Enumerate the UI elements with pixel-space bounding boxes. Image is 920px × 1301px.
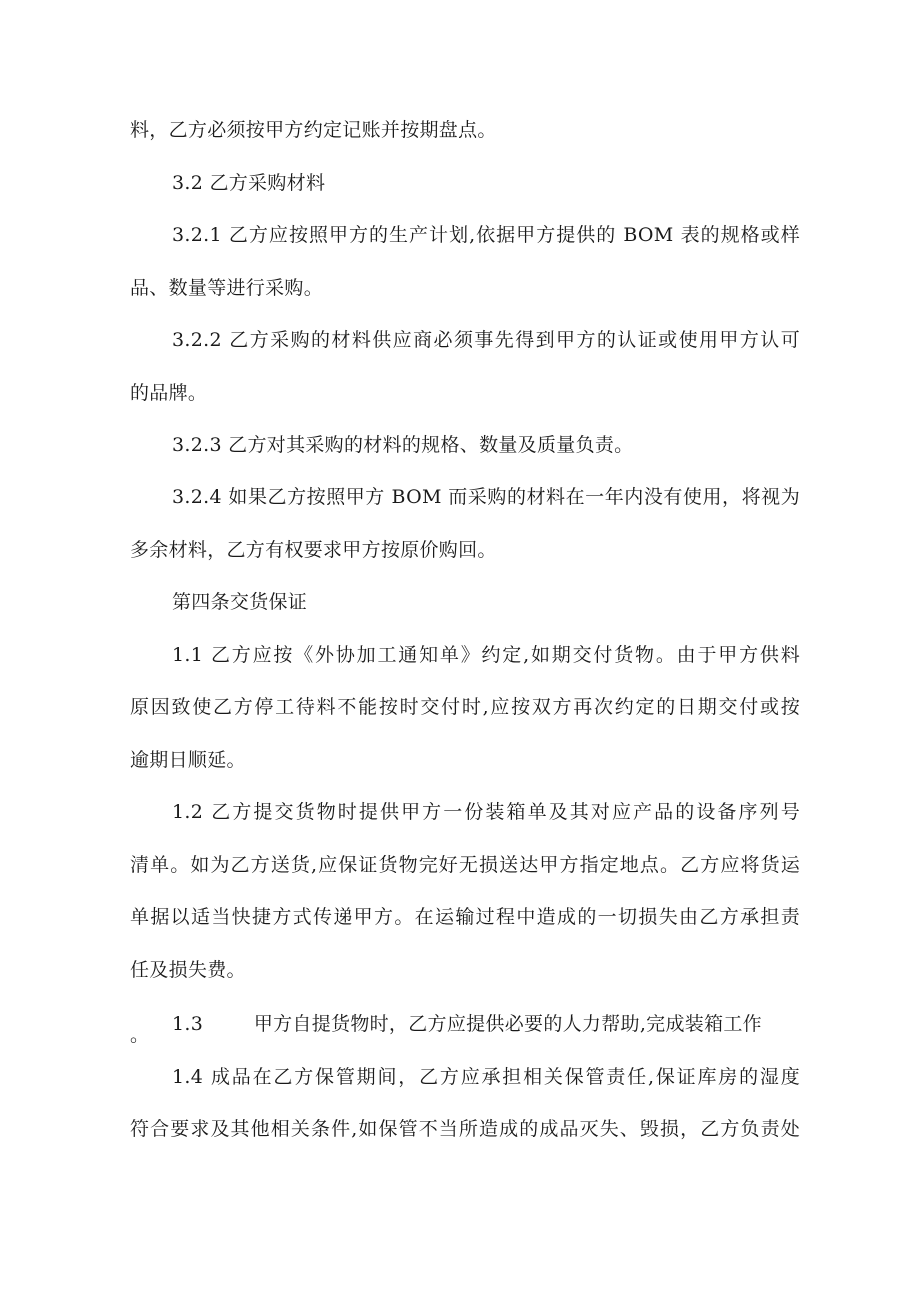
section-heading-3-2: 3.2 乙方采购材料 — [172, 172, 326, 194]
clause-3-2-1: 3.2.1 乙方应按照甲方的生产计划,依据甲方提供的 BOM 表的规格或样 — [172, 224, 800, 246]
clause-1-1: 1.1 乙方应按《外协加工通知单》约定,如期交付货物。由于甲方供料 — [172, 644, 800, 666]
clause-1-3: 1.3 甲方自提货物时，乙方应提供必要的人力帮助,完成装箱工作 — [172, 1013, 762, 1035]
text-line: 。 — [130, 1024, 150, 1046]
clause-3-2-4: 3.2.4 如果乙方按照甲方 BOM 而采购的材料在一年内没有使用，将视为 — [172, 486, 800, 508]
text-line: 原因致使乙方停工待料不能按时交付时,应按双方再次约定的日期交付或按 — [130, 696, 800, 718]
clause-1-2: 1.2 乙方提交货物时提供甲方一份装箱单及其对应产品的设备序列号 — [172, 801, 800, 823]
text-line: 清单。如为乙方送货,应保证货物完好无损送达甲方指定地点。乙方应将货运 — [130, 854, 800, 876]
text-line: 单据以适当快捷方式传递甲方。在运输过程中造成的一切损失由乙方承担责 — [130, 906, 800, 928]
text-line: 的品牌。 — [130, 382, 208, 404]
text-line: 料，乙方必须按甲方约定记账并按期盘点。 — [130, 119, 497, 141]
text-line: 多余材料，乙方有权要求甲方按原价购回。 — [130, 539, 497, 561]
article-4-heading: 第四条交货保证 — [172, 591, 308, 613]
text-line: 符合要求及其他相关条件,如保管不当所造成的成品灭失、毁损，乙方负责处 — [130, 1118, 800, 1140]
clause-1-4: 1.4 成品在乙方保管期间，乙方应承担相关保管责任,保证库房的湿度 — [172, 1066, 800, 1088]
clause-3-2-2: 3.2.2 乙方采购的材料供应商必须事先得到甲方的认证或使用甲方认可 — [172, 329, 800, 351]
text-line: 任及损失费。 — [130, 959, 246, 981]
clause-3-2-3: 3.2.3 乙方对其采购的材料的规格、数量及质量负责。 — [172, 434, 634, 456]
text-line: 品、数量等进行采购。 — [130, 277, 324, 299]
text-line: 逾期日顺延。 — [130, 749, 246, 771]
